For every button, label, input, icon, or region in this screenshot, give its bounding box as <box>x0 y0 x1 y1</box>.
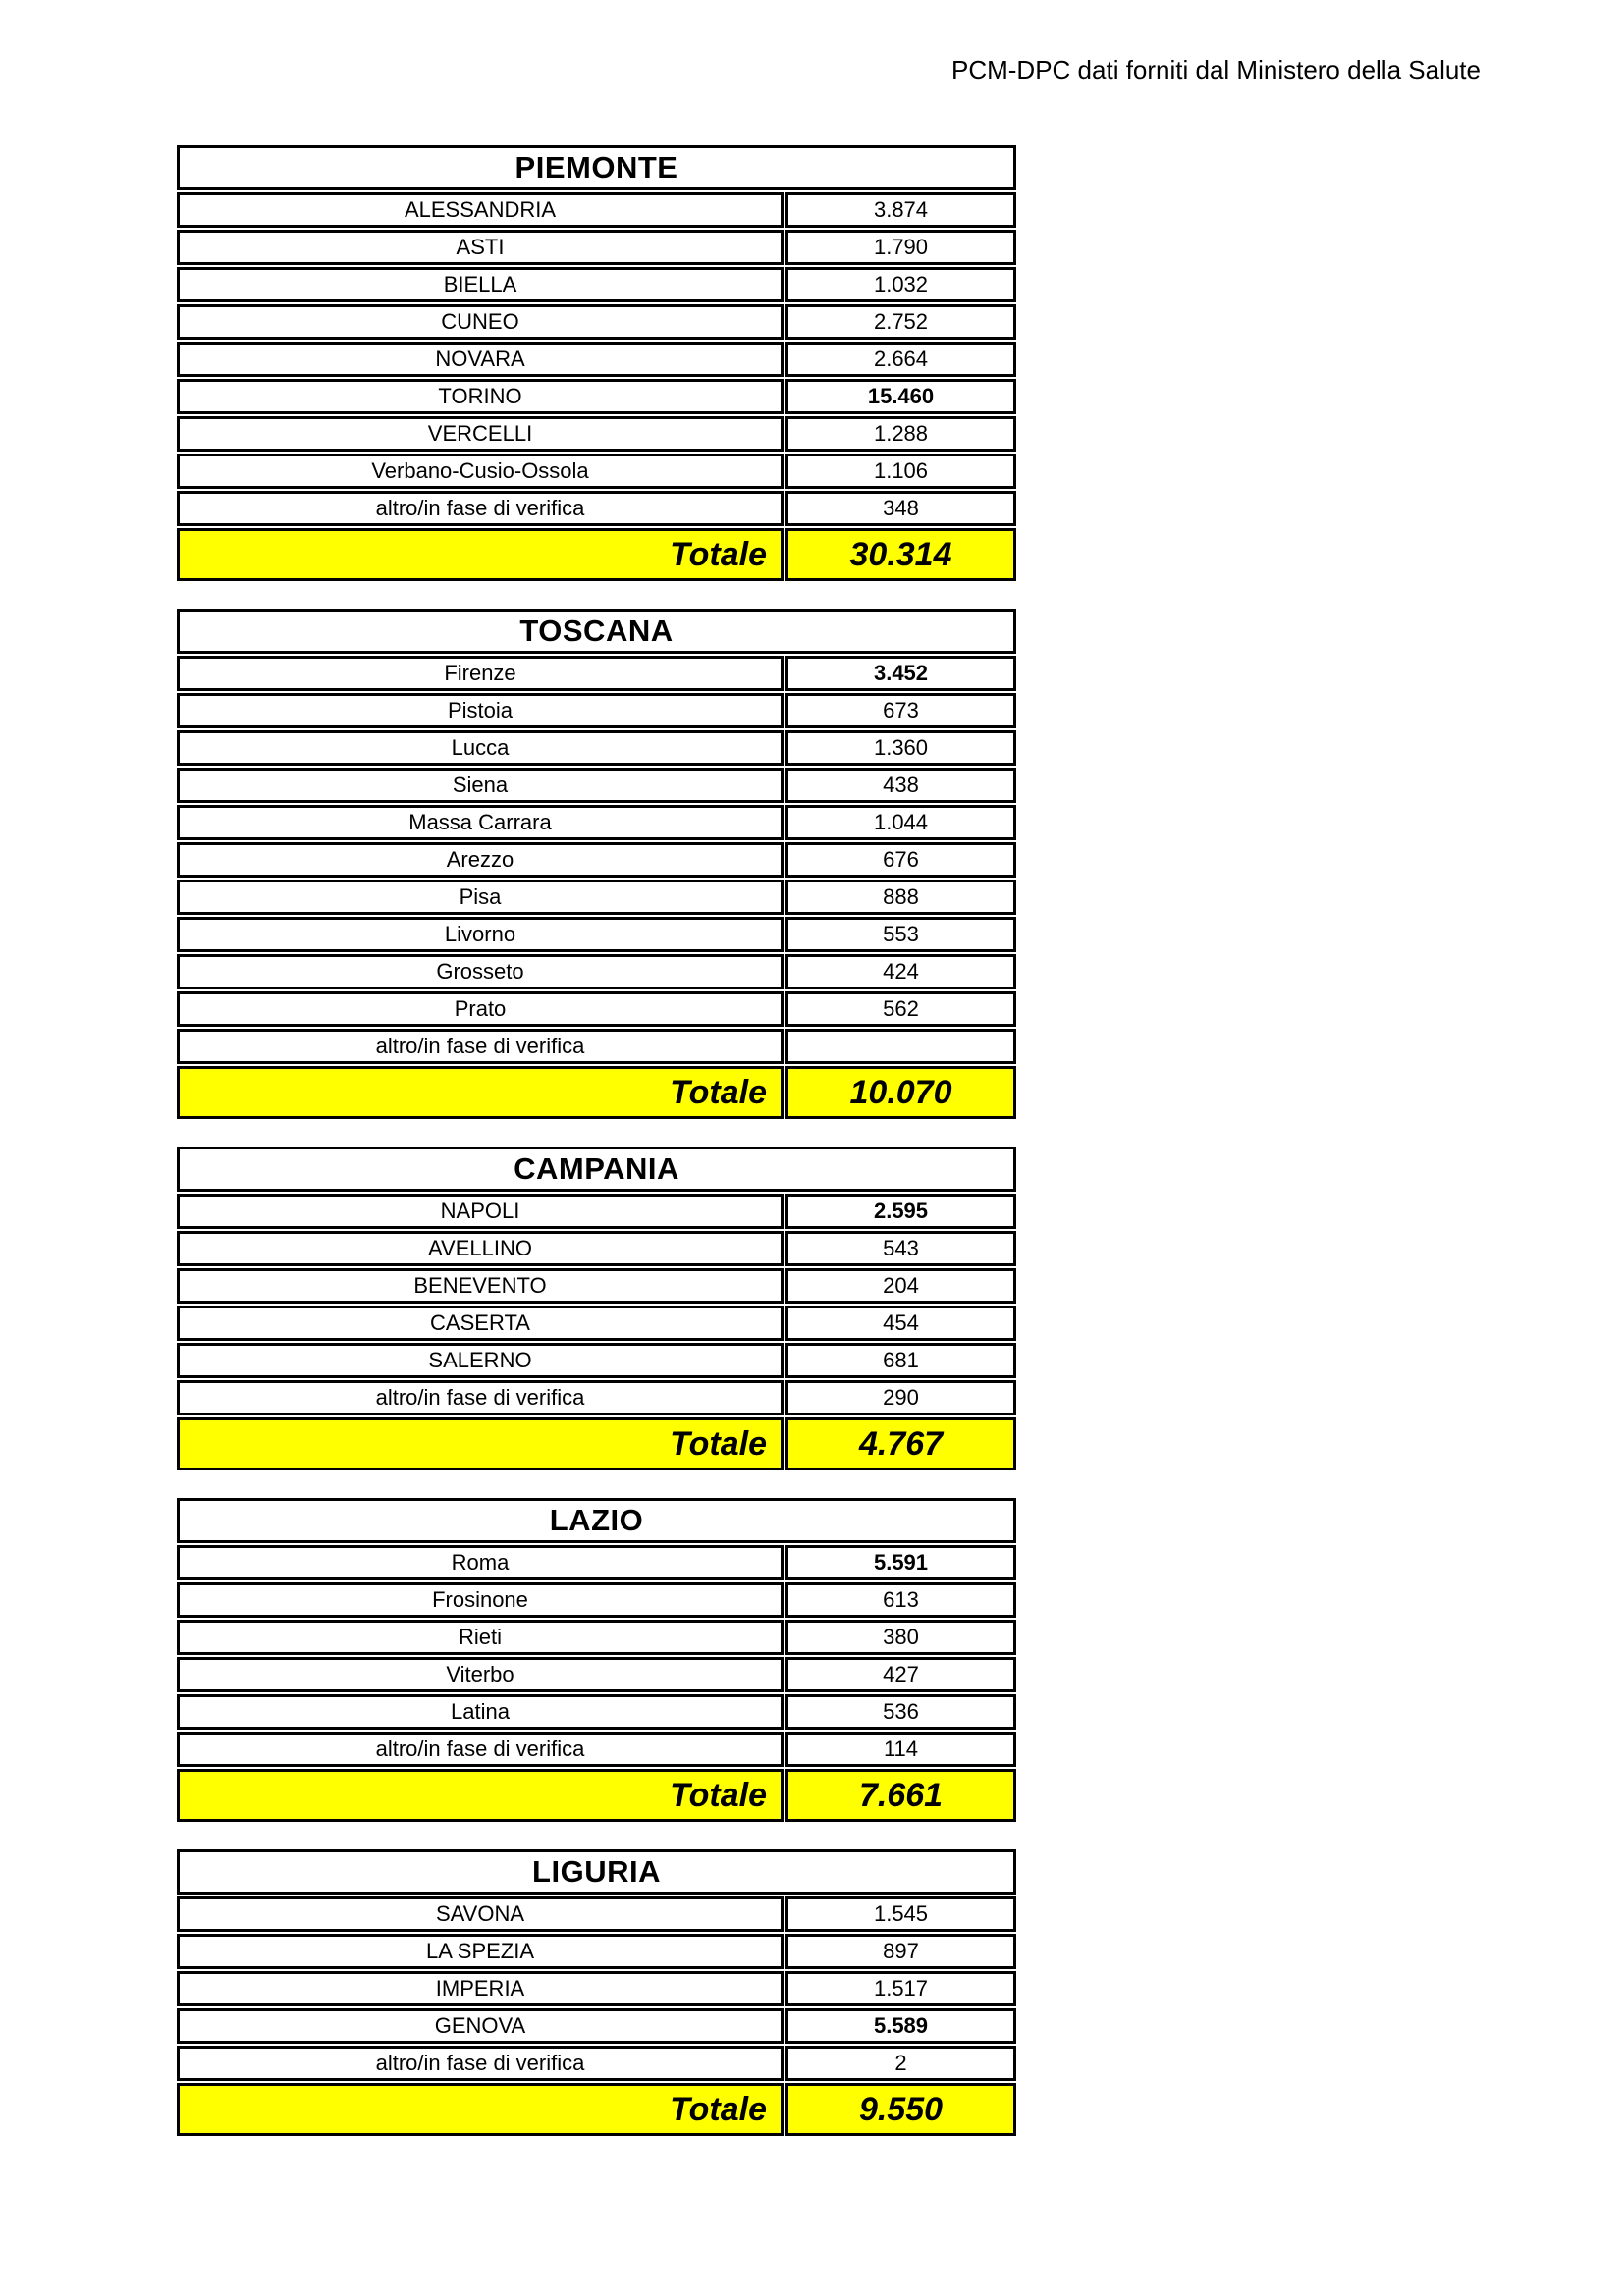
province-row <box>177 693 1016 728</box>
province-row <box>177 880 1016 915</box>
province-name-cell: ALESSANDRIA <box>177 192 784 228</box>
province-value-cell: 1.044 <box>785 805 1016 840</box>
region-title-toscana: TOSCANA <box>177 609 1016 654</box>
province-value-cell: 897 <box>785 1934 1016 1969</box>
province-name-cell: CUNEO <box>177 304 784 340</box>
province-row <box>177 192 1016 228</box>
province-row <box>177 1657 1016 1692</box>
province-value-cell: 1.106 <box>785 454 1016 489</box>
region-table-liguria <box>175 1847 1018 2138</box>
province-row <box>177 416 1016 452</box>
region-table-toscana <box>175 607 1018 1121</box>
province-name-cell: NOVARA <box>177 342 784 377</box>
province-row <box>177 1934 1016 1969</box>
province-name-cell: altro/in fase di verifica <box>177 491 784 526</box>
province-row <box>177 1545 1016 1580</box>
region-table-campania <box>175 1145 1018 1472</box>
province-name-cell: Grosseto <box>177 954 784 989</box>
province-name-cell: Viterbo <box>177 1657 784 1692</box>
province-value-cell: 1.032 <box>785 267 1016 302</box>
total-value-cell: 10.070 <box>785 1066 1016 1119</box>
province-value-cell: 2.752 <box>785 304 1016 340</box>
province-value-cell: 290 <box>785 1380 1016 1415</box>
province-value-cell: 380 <box>785 1620 1016 1655</box>
province-name-cell: Pistoia <box>177 693 784 728</box>
province-row <box>177 1268 1016 1304</box>
province-value-cell: 5.591 <box>785 1545 1016 1580</box>
region-total-row <box>177 2083 1016 2136</box>
region-table-piemonte <box>175 143 1018 583</box>
province-value-cell: 536 <box>785 1694 1016 1730</box>
province-row <box>177 1896 1016 1932</box>
region-title-lazio: LAZIO <box>177 1498 1016 1543</box>
province-name-cell: altro/in fase di verifica <box>177 1380 784 1415</box>
province-name-cell: AVELLINO <box>177 1231 784 1266</box>
province-value-cell: 348 <box>785 491 1016 526</box>
province-name-cell: Latina <box>177 1694 784 1730</box>
province-row <box>177 342 1016 377</box>
province-value-cell: 1.288 <box>785 416 1016 452</box>
province-name-cell: Verbano-Cusio-Ossola <box>177 454 784 489</box>
province-row <box>177 379 1016 414</box>
province-row <box>177 304 1016 340</box>
province-row <box>177 1194 1016 1229</box>
province-name-cell: Arezzo <box>177 842 784 878</box>
province-name-cell: Pisa <box>177 880 784 915</box>
province-row <box>177 954 1016 989</box>
province-row <box>177 1029 1016 1064</box>
province-value-cell: 15.460 <box>785 379 1016 414</box>
total-value-cell: 4.767 <box>785 1417 1016 1470</box>
province-row <box>177 454 1016 489</box>
total-label-cell: Totale <box>177 1417 784 1470</box>
province-value-cell: 676 <box>785 842 1016 878</box>
province-name-cell: Siena <box>177 768 784 803</box>
region-total-row <box>177 1066 1016 1119</box>
region-header-row <box>177 1849 1016 1895</box>
province-name-cell: TORINO <box>177 379 784 414</box>
province-row <box>177 730 1016 766</box>
province-name-cell: Frosinone <box>177 1582 784 1618</box>
province-value-cell: 562 <box>785 991 1016 1027</box>
region-header-row <box>177 1147 1016 1192</box>
province-row <box>177 842 1016 878</box>
province-name-cell: Prato <box>177 991 784 1027</box>
province-value-cell: 888 <box>785 880 1016 915</box>
total-value-cell: 9.550 <box>785 2083 1016 2136</box>
province-value-cell: 613 <box>785 1582 1016 1618</box>
region-header-row <box>177 609 1016 654</box>
province-row <box>177 2046 1016 2081</box>
total-value-cell: 30.314 <box>785 528 1016 581</box>
total-label-cell: Totale <box>177 1066 784 1119</box>
province-value-cell: 114 <box>785 1732 1016 1767</box>
province-row <box>177 991 1016 1027</box>
province-row <box>177 1380 1016 1415</box>
province-value-cell: 1.517 <box>785 1971 1016 2006</box>
province-row <box>177 656 1016 691</box>
province-name-cell: NAPOLI <box>177 1194 784 1229</box>
province-name-cell: IMPERIA <box>177 1971 784 2006</box>
province-name-cell: altro/in fase di verifica <box>177 1029 784 1064</box>
province-name-cell: LA SPEZIA <box>177 1934 784 1969</box>
province-value-cell <box>785 1029 1016 1064</box>
province-name-cell: SALERNO <box>177 1343 784 1378</box>
province-value-cell: 5.589 <box>785 2008 1016 2044</box>
region-total-row <box>177 1417 1016 1470</box>
total-label-cell: Totale <box>177 528 784 581</box>
province-name-cell: ASTI <box>177 230 784 265</box>
province-value-cell: 3.452 <box>785 656 1016 691</box>
region-title-liguria: LIGURIA <box>177 1849 1016 1895</box>
province-name-cell: Livorno <box>177 917 784 952</box>
province-name-cell: GENOVA <box>177 2008 784 2044</box>
province-row <box>177 917 1016 952</box>
province-row <box>177 2008 1016 2044</box>
province-value-cell: 681 <box>785 1343 1016 1378</box>
province-name-cell: Lucca <box>177 730 784 766</box>
province-name-cell: Firenze <box>177 656 784 691</box>
province-value-cell: 1.545 <box>785 1896 1016 1932</box>
province-value-cell: 2.664 <box>785 342 1016 377</box>
province-name-cell: Roma <box>177 1545 784 1580</box>
region-header-row <box>177 145 1016 190</box>
province-row <box>177 805 1016 840</box>
region-total-row <box>177 528 1016 581</box>
province-name-cell: altro/in fase di verifica <box>177 2046 784 2081</box>
province-name-cell: VERCELLI <box>177 416 784 452</box>
province-row <box>177 1306 1016 1341</box>
total-value-cell: 7.661 <box>785 1769 1016 1822</box>
province-value-cell: 543 <box>785 1231 1016 1266</box>
total-label-cell: Totale <box>177 1769 784 1822</box>
region-total-row <box>177 1769 1016 1822</box>
province-value-cell: 673 <box>785 693 1016 728</box>
province-row <box>177 1343 1016 1378</box>
region-title-piemonte: PIEMONTE <box>177 145 1016 190</box>
region-title-campania: CAMPANIA <box>177 1147 1016 1192</box>
province-name-cell: CASERTA <box>177 1306 784 1341</box>
province-name-cell: SAVONA <box>177 1896 784 1932</box>
province-row <box>177 1971 1016 2006</box>
province-row <box>177 1231 1016 1266</box>
province-row <box>177 1582 1016 1618</box>
province-value-cell: 204 <box>785 1268 1016 1304</box>
province-row <box>177 267 1016 302</box>
province-value-cell: 1.790 <box>785 230 1016 265</box>
province-value-cell: 2 <box>785 2046 1016 2081</box>
province-row <box>177 1732 1016 1767</box>
province-row <box>177 1620 1016 1655</box>
province-row <box>177 1694 1016 1730</box>
province-value-cell: 3.874 <box>785 192 1016 228</box>
province-name-cell: BENEVENTO <box>177 1268 784 1304</box>
province-name-cell: altro/in fase di verifica <box>177 1732 784 1767</box>
province-value-cell: 553 <box>785 917 1016 952</box>
province-row <box>177 230 1016 265</box>
province-row <box>177 768 1016 803</box>
region-tables-container <box>175 143 1018 2162</box>
region-header-row <box>177 1498 1016 1543</box>
total-label-cell: Totale <box>177 2083 784 2136</box>
province-value-cell: 2.595 <box>785 1194 1016 1229</box>
province-value-cell: 438 <box>785 768 1016 803</box>
province-row <box>177 491 1016 526</box>
province-name-cell: Rieti <box>177 1620 784 1655</box>
province-value-cell: 424 <box>785 954 1016 989</box>
province-name-cell: BIELLA <box>177 267 784 302</box>
province-value-cell: 1.360 <box>785 730 1016 766</box>
province-value-cell: 427 <box>785 1657 1016 1692</box>
province-value-cell: 454 <box>785 1306 1016 1341</box>
province-name-cell: Massa Carrara <box>177 805 784 840</box>
page-header-note: PCM-DPC dati forniti dal Ministero della Salute <box>951 55 1481 84</box>
region-table-lazio <box>175 1496 1018 1824</box>
